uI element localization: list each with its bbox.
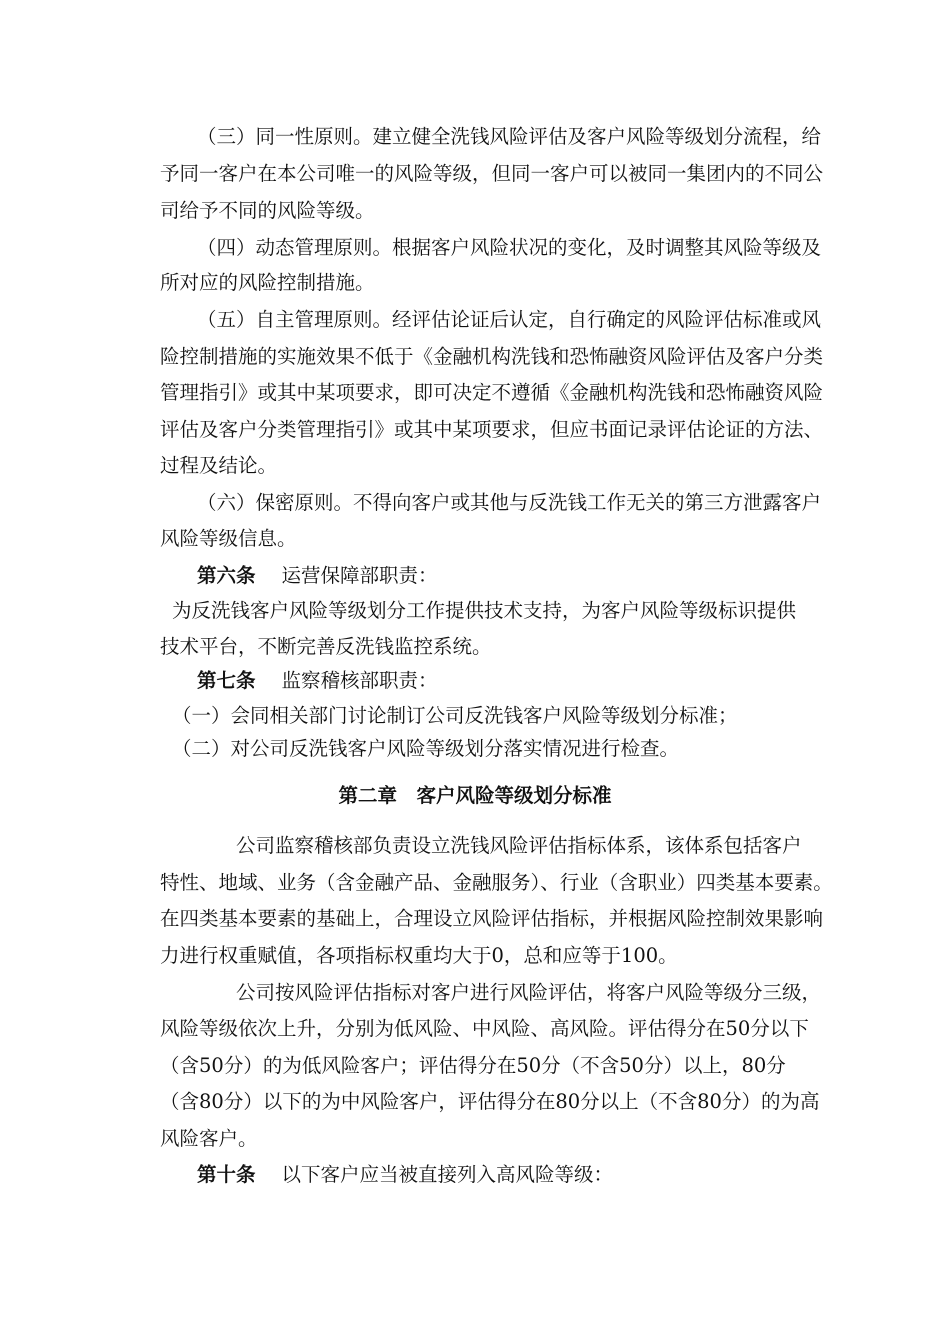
paragraph-line: （四）动态管理原则。根据客户风险状况的变化，及时调整其风险等级及 — [197, 236, 822, 259]
paragraph-line: （六）保密原则。不得向客户或其他与反洗钱工作无关的第三方泄露客户 — [197, 491, 822, 514]
article-title: 运营保障部职责： — [281, 564, 438, 587]
paragraph-line: 特性、地域、业务（含金融产品、金融服务）、行业（含职业）四类基本要素。 — [160, 871, 833, 894]
article-10-heading — [197, 1160, 613, 1190]
paragraph-line: 公司按风险评估指标对客户进行风险评估，将客户风险等级分三级， — [236, 981, 822, 1004]
paragraph-line: 风险等级依次上升，分别为低风险、中风险、高风险。评估得分在50分以下 — [160, 1017, 809, 1040]
article-title: 以下客户应当被直接列入高风险等级： — [281, 1163, 614, 1186]
paragraph-line: 在四类基本要素的基础上，合理设立风险评估指标，并根据风险控制效果影响 — [160, 907, 824, 930]
article-label: 第六条 — [197, 564, 256, 587]
paragraph-line: 司给予不同的风险等级。 — [160, 199, 375, 222]
article-6-heading — [197, 561, 438, 591]
paragraph-line: 为反洗钱客户风险等级划分工作提供技术支持，为客户风险等级标识提供 — [172, 599, 797, 622]
paragraph-line: 予同一客户在本公司唯一的风险等级，但同一客户可以被同一集团内的不同公 — [160, 162, 824, 185]
article-label: 第七条 — [197, 669, 256, 692]
paragraph-line: （五）自主管理原则。经评估论证后认定，自行确定的风险评估标准或风 — [197, 308, 822, 331]
paragraph-line: 过程及结论。 — [160, 454, 278, 477]
paragraph-line: 力进行权重赋值，各项指标权重均大于0，总和应等于100。 — [160, 944, 678, 967]
article-title: 监察稽核部职责： — [281, 669, 438, 692]
chapter-heading: 第二章 客户风险等级划分标准 — [338, 784, 612, 807]
paragraph-line: 险控制措施的实施效果不低于《金融机构洗钱和恐怖融资风险评估及客户分类 — [160, 345, 824, 368]
article-7-heading — [197, 666, 438, 696]
paragraph-line: （含50分）的为低风险客户；评估得分在50分（不含50分）以上，80分 — [160, 1054, 786, 1077]
paragraph-line: 技术平台，不断完善反洗钱监控系统。 — [160, 635, 492, 658]
paragraph-line: 评估及客户分类管理指引》或其中某项要求，但应书面记录评估论证的方法、 — [160, 418, 824, 441]
paragraph-line: 管理指引》或其中某项要求，即可决定不遵循《金融机构洗钱和恐怖融资风险 — [160, 381, 824, 404]
paragraph-line: （含80分）以下的为中风险客户，评估得分在80分以上（不含80分）的为高 — [160, 1090, 820, 1113]
article-label: 第十条 — [197, 1163, 256, 1186]
paragraph-line: 风险等级信息。 — [160, 527, 297, 550]
paragraph-line: （一）会同相关部门讨论制订公司反洗钱客户风险等级划分标准； — [172, 704, 738, 727]
paragraph-line: 风险客户。 — [160, 1127, 258, 1150]
paragraph-line: 公司监察稽核部负责设立洗钱风险评估指标体系，该体系包括客户 — [236, 834, 802, 857]
paragraph-line: 所对应的风险控制措施。 — [160, 271, 375, 294]
paragraph-line: （二）对公司反洗钱客户风险等级划分落实情况进行检查。 — [172, 737, 680, 760]
paragraph-line: （三）同一性原则。建立健全洗钱风险评估及客户风险等级划分流程，给 — [197, 125, 822, 148]
